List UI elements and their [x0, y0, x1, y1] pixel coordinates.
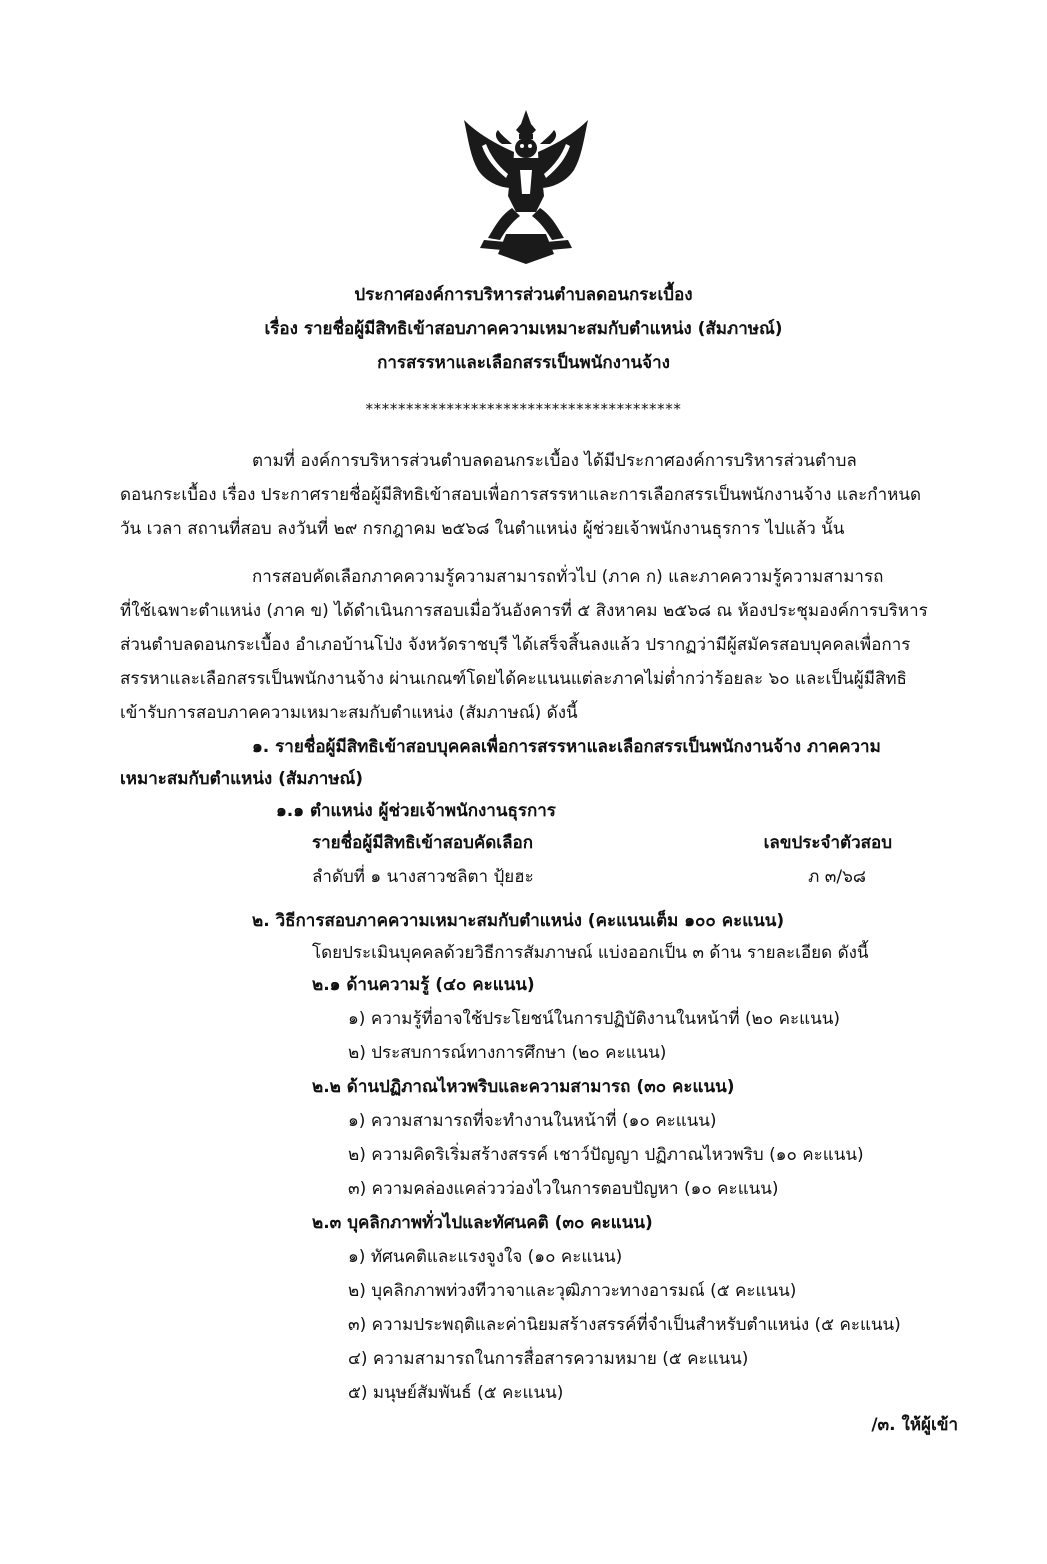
paragraph2-line5: เข้ารับการสอบภาคความเหมาะสมกับตำแหน่ง (สัมภาษณ์) ดังนี้	[120, 703, 578, 723]
group-personality-title: ๒.๓ บุคลิกภาพทั่วไปและทัศนคติ (๓๐ คะแนน)	[312, 1213, 653, 1233]
paragraph1-line1: ตามที่ องค์การบริหารส่วนตำบลดอนกระเบื้อง ได้มีประกาศองค์การบริหารส่วนตำบล	[252, 451, 857, 471]
criteria-item: ๓) ความคล่องแคล่ววว่องไวในการตอบปัญหา (๑๐ คะแนน)	[348, 1179, 779, 1199]
section2-intro: โดยประเมินบุคคลด้วยวิธีการสัมภาษณ์ แบ่งออกเป็น ๓ ด้าน รายละเอียด ดังนี้	[312, 943, 869, 963]
criteria-item: ๒) ประสบการณ์ทางการศึกษา (๒๐ คะแนน)	[348, 1043, 667, 1063]
candidate-exam-id: ภ ๓/๖๘	[808, 867, 866, 887]
candidate-name: ลำดับที่ ๑ นางสาวชลิตา ปุ้ยฮะ	[312, 867, 534, 887]
section1-heading-line1: ๑. รายชื่อผู้มีสิทธิเข้าสอบบุคคลเพื่อการสรรหาและเลือกสรรเป็นพนักงานจ้าง ภาคความ	[252, 737, 881, 757]
group-wit-title: ๒.๒ ด้านปฏิภาณไหวพริบและความสามารถ (๓๐ คะแนน)	[312, 1077, 735, 1097]
criteria-item: ๔) ความสามารถในการสื่อสารความหมาย (๕ คะแนน)	[348, 1349, 749, 1369]
paragraph2-line3: ส่วนตำบลดอนกระเบื้อง อำเภอบ้านโป่ง จังหวัดราชบุรี ได้เสร็จสิ้นลงแล้ว ปรากฏว่ามีผู้สมัครสอบบุคคลเพื่อการ	[120, 635, 911, 655]
criteria-item: ๕) มนุษย์สัมพันธ์ (๕ คะแนน)	[348, 1383, 564, 1403]
paragraph2-line4: สรรหาและเลือกสรรเป็นพนักงานจ้าง ผ่านเกณฑ์โดยได้คะแนนแต่ละภาคไม่ต่ำกว่าร้อยละ ๖๐ และเป็นผู้มีสิทธิ	[120, 669, 907, 689]
criteria-item: ๑) ความสามารถที่จะทำงานในหน้าที่ (๑๐ คะแนน)	[348, 1111, 717, 1131]
header-divider: ***************************************	[365, 400, 682, 418]
section1-heading-line2: เหมาะสมกับตำแหน่ง (สัมภาษณ์)	[120, 769, 364, 789]
announcement-subtitle: การสรรหาและเลือกสรรเป็นพนักงานจ้าง	[377, 353, 670, 373]
criteria-item: ๒) บุคลิกภาพท่วงทีวาจาและวุฒิภาวะทางอารมณ์ (๕ คะแนน)	[348, 1281, 797, 1301]
group-knowledge-title: ๒.๑ ด้านความรู้ (๔๐ คะแนน)	[312, 975, 535, 995]
page-continuation: /๓. ให้ผู้เข้า	[871, 1415, 958, 1435]
paragraph2-line2: ที่ใช้เฉพาะตำแหน่ง (ภาค ข) ได้ดำเนินการสอบเมื่อวันอังคารที่ ๕ สิงหาคม ๒๕๖๘ ณ ห้องประชุมองค์การบริหาร	[120, 601, 928, 621]
paragraph1-line2: ดอนกระเบื้อง เรื่อง ประกาศรายชื่อผู้มีสิทธิเข้าสอบเพื่อการสรรหาและการเลือกสรรเป็นพนักงานจ้าง และกำหนด	[120, 485, 922, 505]
criteria-item: ๒) ความคิดริเริ่มสร้างสรรค์ เชาว์ปัญญา ปฏิภาณไหวพริบ (๑๐ คะแนน)	[348, 1145, 864, 1165]
section2-heading: ๒. วิธีการสอบภาคความเหมาะสมกับตำแหน่ง (คะแนนเต็ม ๑๐๐ คะแนน)	[252, 911, 785, 931]
garuda-emblem	[456, 104, 596, 268]
paragraph1-line3: วัน เวลา สถานที่สอบ ลงวันที่ ๒๙ กรกฎาคม ๒๕๖๘ ในตำแหน่ง ผู้ช่วยเจ้าพนักงานธุรการ ไปแล้ว นั้น	[120, 519, 845, 539]
criteria-item: ๓) ความประพฤติและค่านิยมสร้างสรรค์ที่จำเป็นสำหรับตำแหน่ง (๕ คะแนน)	[348, 1315, 901, 1335]
criteria-item: ๑) ความรู้ที่อาจใช้ประโยชน์ในการปฏิบัติงานในหน้าที่ (๒๐ คะแนน)	[348, 1009, 840, 1029]
section1-position: ๑.๑ ตำแหน่ง ผู้ช่วยเจ้าพนักงานธุรการ	[276, 801, 556, 821]
announcement-subject: เรื่อง รายชื่อผู้มีสิทธิเข้าสอบภาคความเหมาะสมกับตำแหน่ง (สัมภาษณ์)	[264, 319, 783, 339]
candidate-column-header: รายชื่อผู้มีสิทธิเข้าสอบคัดเลือก	[312, 833, 534, 853]
paragraph2-line1: การสอบคัดเลือกภาคความรู้ความสามารถทั่วไป (ภาค ก) และภาคความรู้ความสามารถ	[252, 567, 884, 587]
criteria-item: ๑) ทัศนคติและแรงจูงใจ (๑๐ คะแนน)	[348, 1247, 623, 1267]
announcement-title: ประกาศองค์การบริหารส่วนตำบลดอนกระเบื้อง	[354, 285, 693, 305]
exam-id-column-header: เลขประจำตัวสอบ	[763, 833, 892, 853]
